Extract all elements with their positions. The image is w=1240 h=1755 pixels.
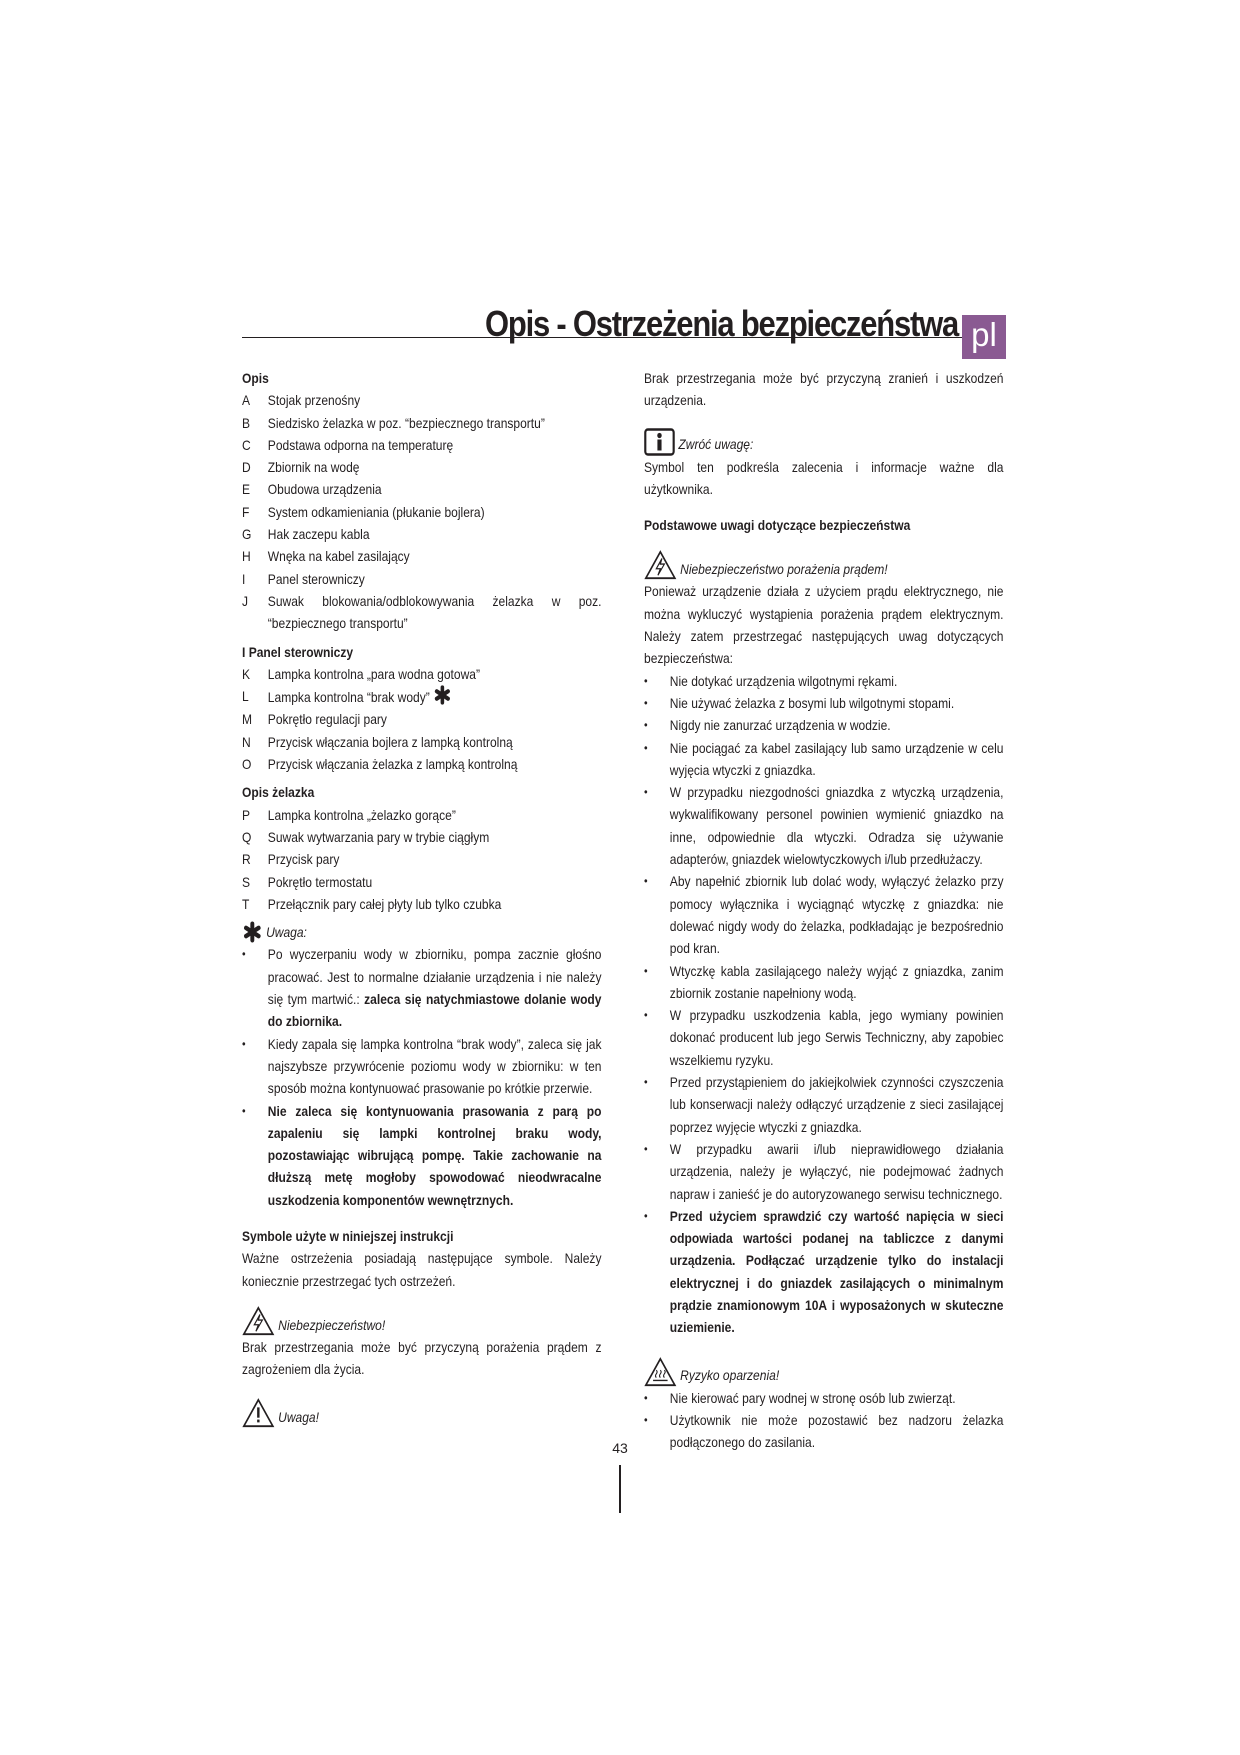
item-text: Zbiornik na wodę (267, 459, 360, 476)
opis-list (242, 389, 601, 634)
item-text: Przycisk włączania żelazka z lampką kontrolną (267, 756, 518, 773)
list-item (644, 1071, 1003, 1138)
item-letter: B (242, 414, 251, 431)
danger-label-row (242, 1306, 601, 1336)
page-header (242, 300, 1006, 360)
item-letter: P (242, 806, 251, 823)
bullet: • (644, 1412, 648, 1427)
panel-heading: I Panel sterowniczy (242, 643, 354, 660)
item-letter: C (242, 436, 251, 453)
item-letter: J (242, 592, 249, 609)
item-text: System odkamieniania (płukanie bojlera) (267, 503, 485, 520)
list-item (242, 1033, 601, 1100)
item-text: Lampka kontrolna “brak wody” (267, 689, 430, 706)
note-text: Po wyczerpaniu wody w zbiorniku, pompa zacznie głośno pracować. Jest to normalne działanie urządzenia i nie należy się tym martwić.: (267, 946, 602, 1008)
list-item (242, 456, 601, 478)
burn-label: Ryzyko oparzenia! (680, 1367, 780, 1384)
item-text: Hak zaczepu kabla (267, 526, 370, 543)
item-text: Przycisk pary (267, 851, 340, 868)
list-item (644, 692, 1003, 714)
list-item (242, 826, 601, 848)
list-item (242, 434, 601, 456)
list-item (242, 731, 601, 753)
list-item (242, 871, 601, 893)
page-number: 43 (612, 1440, 628, 1456)
warning-label-row (242, 1398, 601, 1428)
list-item (644, 1387, 1003, 1409)
iron-heading: Opis żelazka (242, 784, 315, 801)
list-item (242, 412, 601, 434)
safety-item-text: Przed przystąpieniem do jakiejkolwiek czynności czyszczenia lub konserwacji należy odłączyć urządzenie z sieci zasilającej poprzez wyjęcie wtyczki z gniazdka. (669, 1074, 1004, 1135)
list-item (644, 781, 1003, 870)
bullet: • (644, 1208, 648, 1223)
list-item (242, 501, 601, 523)
item-letter: O (242, 756, 252, 773)
note-label-row (242, 921, 601, 943)
burn-item-text: Użytkownik nie może pozostawić bez nadzoru żelazka podłączonego do zasilania. (669, 1411, 1004, 1451)
electric-hazard-icon (242, 1306, 275, 1336)
item-letter: H (242, 548, 251, 565)
note-text: Kiedy zapala się lampka kontrolna “brak wody”, zaleca się jak najszybsze przywrócenie poziomu wody w zbiorniku: w ten sposób można kontynuować prasowanie po krótkie przerwie. (267, 1035, 602, 1097)
bullet: • (644, 740, 648, 755)
list-item (644, 670, 1003, 692)
safety-item-text: Aby napełnić zbiornik lub dolać wody, wyłączyć żelazko przy pomocy wyłącznika i wyciągnąć wtyczkę z gniazdka: nie dolewać nigdy wody do żelazka, podkładając je bezpośrednio pod kran. (669, 873, 1004, 957)
safety-item-text: Nie dotykać urządzenia wilgotnymi rękami. (669, 672, 898, 689)
item-letter: F (242, 503, 250, 520)
item-text: Pokrętło termostatu (267, 873, 373, 890)
asterisk-icon (242, 921, 263, 943)
list-item (242, 893, 601, 915)
item-letter: S (242, 873, 251, 890)
list-item (242, 663, 601, 685)
safety-item-text: Wtyczkę kabla zasilającego należy wyjąć z gniazdka, zanim zbiornik zostanie napełniony wodą. (669, 962, 1004, 1001)
safety-bullets (644, 670, 1003, 1339)
list-item (242, 753, 601, 775)
note-bold-text: Nie zaleca się kontynuowania prasowania z parą po zapaleniu się lampki kontrolnej braku wody, pozostawiając wibrującą pompę. Takie zachowanie na dłuższą metę mogłoby spowodować nieodwracalne uszkodzenia komponentów wewnętrznych. (267, 1102, 602, 1208)
list-item (644, 1004, 1003, 1071)
burn-label-row (644, 1357, 1003, 1387)
warning-label: Uwaga! (278, 1409, 319, 1426)
item-text: Suwak blokowania/odblokowywania żelazka w poz. “bezpiecznego transportu” (267, 592, 602, 632)
safety-item-text: W przypadku uszkodzenia kabla, jego wymiany powinien dokonać producent lub jego Serwis Techniczny, aby zapobiec wszelkiemu ryzyku. (669, 1007, 1004, 1068)
bullet: • (242, 947, 246, 962)
left-column (242, 367, 602, 1428)
item-letter: E (242, 481, 251, 498)
warning-icon (242, 1398, 275, 1428)
note-label: Uwaga: (266, 924, 307, 941)
list-item (242, 478, 601, 500)
list-item (242, 389, 601, 411)
info-label-row (644, 426, 1003, 456)
symbols-text: Ważne ostrzeżenia posiadają następujące symbole. Należy koniecznie przestrzegać tych ostrzeżeń. (242, 1250, 602, 1289)
item-letter: T (242, 895, 250, 912)
safety-item-text: Nie pociągać za kabel zasilający lub samo urządzenie w celu wyjęcia wtyczki z gniazdka. (669, 739, 1004, 778)
item-letter: A (242, 392, 251, 409)
list-item (242, 568, 601, 590)
item-letter: I (242, 570, 246, 587)
danger-label: Niebezpieczeństwo! (278, 1316, 386, 1333)
bullet: • (644, 673, 648, 688)
item-text: Pokrętło regulacji pary (267, 711, 387, 728)
burn-bullets (644, 1387, 1003, 1454)
bullet: • (644, 718, 648, 733)
safety-bold-text: Przed użyciem sprawdzić czy wartość napięcia w sieci odpowiada wartości podanej na tabliczce z danymi urządzenia. Podłączać urządzenie tylko do instalacji elektrycznej i do gniazdek zasilających o minimalnym prądzie znamionowym 10A i wyposażonych w skuteczne uziemienie. (669, 1207, 1004, 1336)
info-icon (644, 428, 675, 456)
item-text: Stojak przenośny (267, 392, 361, 409)
item-letter: R (242, 851, 251, 868)
bullet: • (644, 1008, 648, 1023)
burn-item-text: Nie kierować pary wodnej w stronę osób lub zwierząt. (669, 1389, 956, 1406)
item-text: Obudowa urządzenia (267, 481, 382, 498)
item-text: Panel sterowniczy (267, 570, 365, 587)
list-item (644, 714, 1003, 736)
bullet: • (644, 963, 648, 978)
item-letter: Q (242, 828, 252, 845)
note-bold-text: zaleca się natychmiastowe dolanie wody do zbiornika. (267, 991, 602, 1030)
shock-label-row (644, 550, 1003, 580)
safety-item-text: W przypadku niezgodności gniazdka z wtyczką urządzenia, wykwalifikowany personel powinien wymienić gniazdko na inne, odpowiednie dla wtyczki. Odradza się używanie adapterów, gniazdek wielowtyczkowych i/lub przedłużaczy. (669, 784, 1004, 868)
list-item (242, 685, 601, 708)
list-item (644, 737, 1003, 782)
list-item (644, 870, 1003, 959)
bullet: • (644, 695, 648, 710)
item-text: Wnęka na kabel zasilający (267, 548, 410, 565)
shock-label: Niebezpieczeństwo porażenia prądem! (680, 561, 888, 578)
item-letter: M (242, 711, 253, 728)
item-text: Przełącznik pary całej płyty lub tylko czubka (267, 895, 502, 912)
safety-item-text: Nie używać żelazka z bosymi lub wilgotnymi stopami. (669, 694, 955, 711)
iron-list (242, 804, 601, 915)
shock-text: Ponieważ urządzenie działa z użyciem prądu elektrycznego, nie można wykluczyć wystąpienia porażenia prądem elektrycznym. Należy zatem przestrzegać następujących uwag dotyczących bezpieczeństwa: (644, 583, 1004, 667)
safety-item-text: Nigdy nie zanurzać urządzenia w wodzie. (669, 717, 891, 734)
list-item (644, 1138, 1003, 1205)
title-rule (242, 337, 962, 338)
bullet: • (644, 1141, 648, 1156)
list-item (644, 1205, 1003, 1339)
item-letter: L (242, 688, 249, 705)
bullet: • (644, 1390, 648, 1405)
list-item (242, 804, 601, 826)
note-bullets (242, 943, 601, 1211)
list-item (242, 1100, 601, 1211)
item-text: Lampka kontrolna „para wodna gotowa” (267, 665, 480, 682)
item-letter: D (242, 459, 251, 476)
item-letter: G (242, 526, 252, 543)
list-item (242, 848, 601, 870)
item-text: Lampka kontrolna „żelazko gorące” (267, 806, 456, 823)
electric-hazard-icon (644, 550, 677, 580)
bullet: • (242, 1036, 246, 1051)
page-number-rule (619, 1465, 621, 1513)
item-text: Siedzisko żelazka w poz. “bezpiecznego transportu” (267, 414, 545, 431)
list-item (242, 590, 601, 635)
opis-heading: Opis (242, 370, 269, 386)
list-item (242, 545, 601, 567)
list-item (242, 523, 601, 545)
list-item (644, 1409, 1003, 1454)
asterisk-icon (433, 685, 452, 705)
list-item (242, 943, 601, 1032)
language-tab: pl (962, 315, 1006, 359)
item-text: Przycisk włączania bojlera z lampką kontrolną (267, 733, 513, 750)
info-text: Symbol ten podkreśla zalecenia i informacje ważne dla użytkownika. (644, 458, 1004, 497)
right-column (644, 367, 1004, 1453)
hot-surface-icon (644, 1357, 677, 1387)
panel-list (242, 663, 601, 775)
list-item (242, 708, 601, 730)
page-title: Opis - Ostrzeżenia bezpieczeństwa (485, 303, 958, 344)
warning-text: Brak przestrzegania może być przyczyną zranień i uszkodzeń urządzenia. (644, 370, 1004, 409)
bullet: • (644, 874, 648, 889)
symbols-heading: Symbole użyte w niniejszej instrukcji (242, 1227, 454, 1244)
danger-text: Brak przestrzegania może być przyczyną porażenia prądem z zagrożeniem dla życia. (242, 1338, 602, 1378)
item-text: Podstawa odporna na temperaturę (267, 436, 454, 453)
bullet: • (644, 785, 648, 800)
item-text: Suwak wytwarzania pary w trybie ciągłym (267, 828, 490, 845)
item-letter: K (242, 665, 251, 682)
bullet: • (644, 1075, 648, 1090)
info-label: Zwróć uwagę: (678, 436, 754, 453)
bullet: • (242, 1103, 246, 1118)
list-item (644, 960, 1003, 1005)
safety-heading: Podstawowe uwagi dotyczące bezpieczeństwa (644, 517, 911, 534)
item-letter: N (242, 733, 251, 750)
safety-item-text: W przypadku awarii i/lub nieprawidłowego działania urządzenia, należy je wyłączyć, nie podejmować żadnych napraw i zanieść je do autoryzowanego serwisu technicznego. (669, 1140, 1004, 1202)
